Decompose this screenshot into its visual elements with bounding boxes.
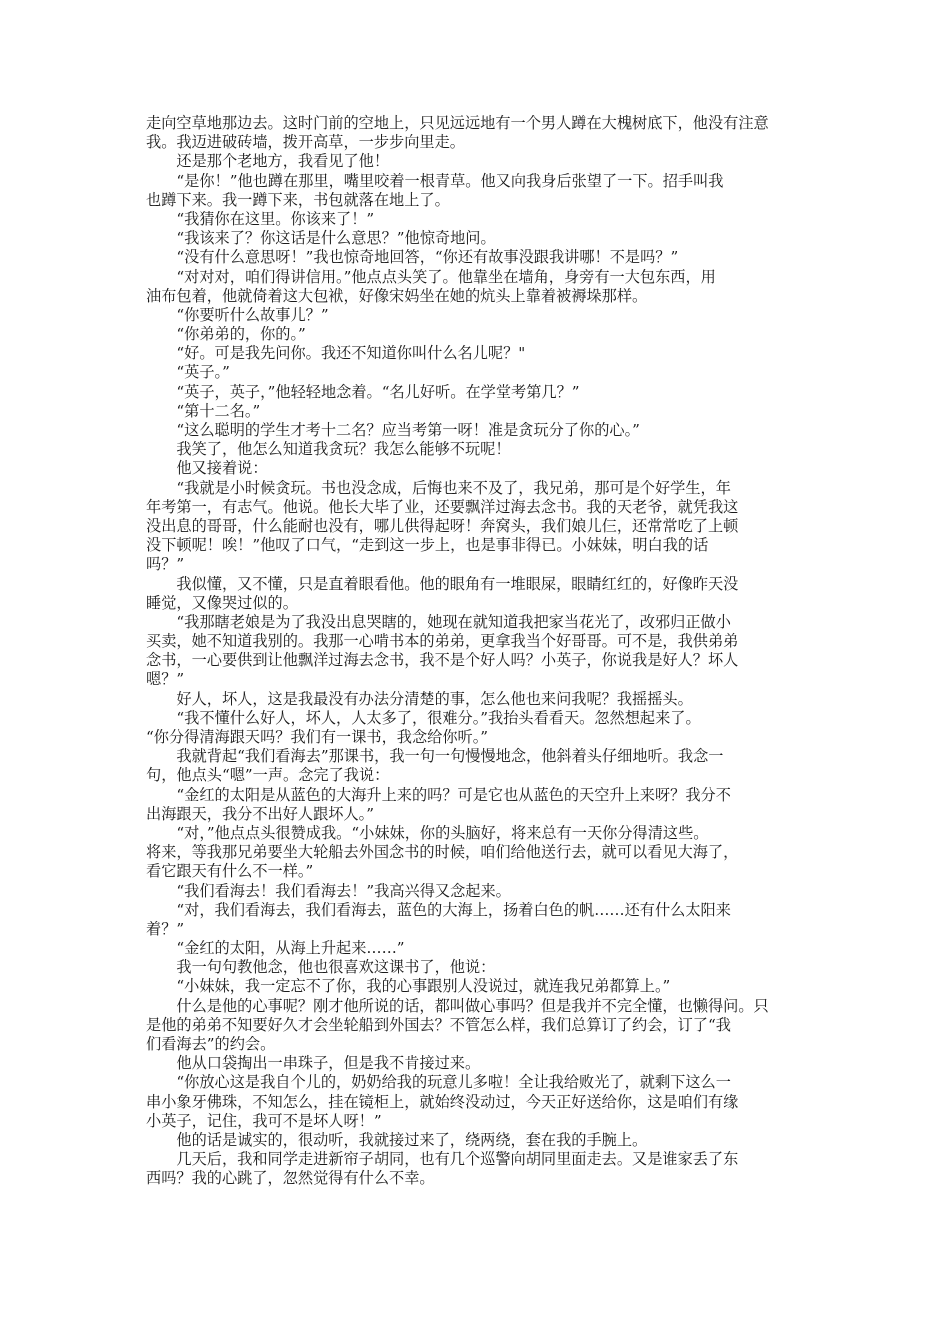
text-line: “我该来了？你这话是什么意思？”他惊奇地问。: [146, 229, 496, 248]
text-line: 也蹲下来。我一蹲下来，书包就落在地上了。: [146, 190, 450, 209]
text-line: 出海跟天，我分不出好人跟坏人。”: [146, 804, 374, 823]
text-line: “我猜你在这里。你该来了！”: [146, 209, 375, 228]
text-line: “你放心这是我自个儿的，奶奶给我的玩意儿多啦！全让我给败光了，就剩下这么一: [146, 1073, 731, 1092]
text-line: 着？”: [146, 919, 185, 938]
text-line: “我们看海去！我们看海去！”我高兴得又念起来。: [146, 881, 511, 900]
text-line: 什么是他的心事呢？刚才他所说的话，都叫做心事吗？但是我并不完全懂，也懒得问。只: [146, 996, 769, 1015]
text-line: 我笑了，他怎么知道我贪玩？我怎么能够不玩呢！: [146, 440, 511, 459]
text-line: “金红的太阳，从海上升起来……”: [146, 939, 405, 958]
text-line: 将来，等我那兄弟要坐大轮船去外国念书的时候，咱们给他送行去，就可以看见大海了，: [146, 843, 739, 862]
text-line: “好。可是我先问你。我还不知道你叫什么名儿呢？": [146, 344, 526, 363]
text-line: 好人，坏人，这是我最没有办法分清楚的事，怎么他也来问我呢？我摇摇头。: [146, 689, 693, 708]
text-line: “英子。”: [146, 363, 230, 382]
text-line: 他又接着说：: [146, 459, 268, 478]
text-line: 买卖，她不知道我别的。我那一心啃书本的弟弟，更拿我当个好哥哥。可不是，我供弟弟: [146, 632, 739, 651]
text-line: “第十二名。”: [146, 401, 261, 420]
text-line: 睡觉，又像哭过似的。: [146, 593, 298, 612]
text-line: 油布包着，他就倚着这大包袱，好像宋妈坐在她的炕头上靠着被褥垛那样。: [146, 286, 648, 305]
text-line: “你弟弟的，你的。”: [146, 325, 306, 344]
text-line: 念书，一心要供到让他飘洋过海去念书，我不是个好人吗？小英子，你说我是好人？坏人: [146, 651, 739, 670]
text-line: “小妹妹，我一定忘不了你，我的心事跟别人没说过，就连我兄弟都算上。”: [146, 977, 671, 996]
text-line: 我就背起“我们看海去”那课书，我一句一句慢慢地念，他斜着头仔细地听。我念一: [146, 747, 724, 766]
text-line: “没有什么意思呀！”我也惊奇地回答，“你还有故事没跟我讲哪！不是吗？”: [146, 248, 679, 267]
text-line: 没下顿呢！唉！”他叹了口气，“走到这一步上，也是事非得已。小妹妹，明白我的话: [146, 536, 709, 555]
text-line: 串小象牙佛珠，不知怎么，挂在镜柜上，就始终没动过，今天正好送给你，这是咱们有缘: [146, 1092, 739, 1111]
text-line: “你要听什么故事儿？”: [146, 305, 329, 324]
text-line: “这么聪明的学生才考十二名？应当考第一呀！准是贪玩分了你的心。”: [146, 421, 640, 439]
text-line: “我就是小时候贪玩。书也没念成，后悔也来不及了，我兄弟，那可是个好学生，年: [146, 478, 731, 497]
text-line: 嗯？”: [146, 670, 185, 689]
text-line: “是你！”他也蹲在那里，嘴里咬着一根青草。他又向我身后张望了一下。招手叫我: [146, 171, 724, 190]
text-line: 年考第一，有志气。他说。他长大毕了业，还要飘洋过海去念书。我的天老爷，就凭我这: [146, 497, 739, 516]
text-line: 几天后，我和同学走进新帘子胡同，也有几个巡警向胡同里面走去。又是谁家丢了东: [146, 1150, 739, 1169]
text-line: “对，”他点点头很赞成我。“小妹妹，你的头脑好，将来总有一天你分得清这些。: [146, 823, 709, 842]
text-line: 们看海去”的约会。: [146, 1035, 276, 1053]
text-line: 他从口袋掏出一串珠子，但是我不肯接过来。: [146, 1054, 481, 1073]
text-line: “我那瞎老娘是为了我没出息哭瞎的，她现在就知道我把家当花光了，改邪归正做小: [146, 612, 731, 631]
text-line: 我似懂，又不懂，只是直着眼看他。他的眼角有一堆眼屎，眼睛红红的，好像昨天没: [146, 574, 739, 593]
text-line: “金红的太阳是从蓝色的大海升上来的吗？可是它也从蓝色的天空升上来呀？我分不: [146, 785, 731, 804]
text-line: 走向空草地那边去。这时门前的空地上，只见远远地有一个男人蹲在大槐树底下，他没有注意: [146, 114, 769, 132]
text-line: 是他的弟弟不知要好久才会坐轮船到外国去？不管怎么样，我们总算订了约会，订了“我: [146, 1015, 731, 1034]
text-line: 他的话是诚实的，很动听，我就接过来了，绕两绕，套在我的手腕上。: [146, 1130, 648, 1149]
text-line: 我。我迈进破砖墙，拨开高草，一步步向里走。: [146, 133, 465, 152]
text-line: “你分得清海跟天吗？我们有一课书，我念给你听。”: [146, 728, 489, 746]
text-line: “对对对，咱们得讲信用。”他点点头笑了。他靠坐在墙角，身旁有一大包东西，用: [146, 267, 716, 286]
text-line: 我一句句教他念，他也很喜欢这课书了，他说：: [146, 958, 496, 977]
text-line: “对，我们看海去，我们看海去，蓝色的大海上，扬着白色的帆……还有什么太阳来: [146, 900, 731, 919]
text-line: 还是那个老地方，我看见了他！: [146, 152, 389, 171]
text-line: 小英子，记住，我可不是坏人呀！”: [146, 1111, 382, 1130]
text-line: “英子，英子，”他轻轻地念着。“名儿好听。在学堂考第几？”: [146, 382, 580, 401]
text-line: 吗？”: [146, 555, 185, 574]
text-line: 没出息的哥哥，什么能耐也没有，哪儿供得起呀！奔窝头，我们娘儿仨，还常常吃了上顿: [146, 516, 739, 535]
story-text: [146, 114, 821, 1189]
text-line: 西吗？我的心跳了，忽然觉得有什么不幸。: [146, 1169, 435, 1188]
text-line: “我不懂什么好人，坏人，人太多了，很难分。”我抬头看看天。忽然想起来了。: [146, 708, 701, 727]
text-line: 看它跟天有什么不一样。”: [146, 862, 314, 881]
text-line: 句，他点头“嗯”一声。念完了我说：: [146, 766, 390, 785]
